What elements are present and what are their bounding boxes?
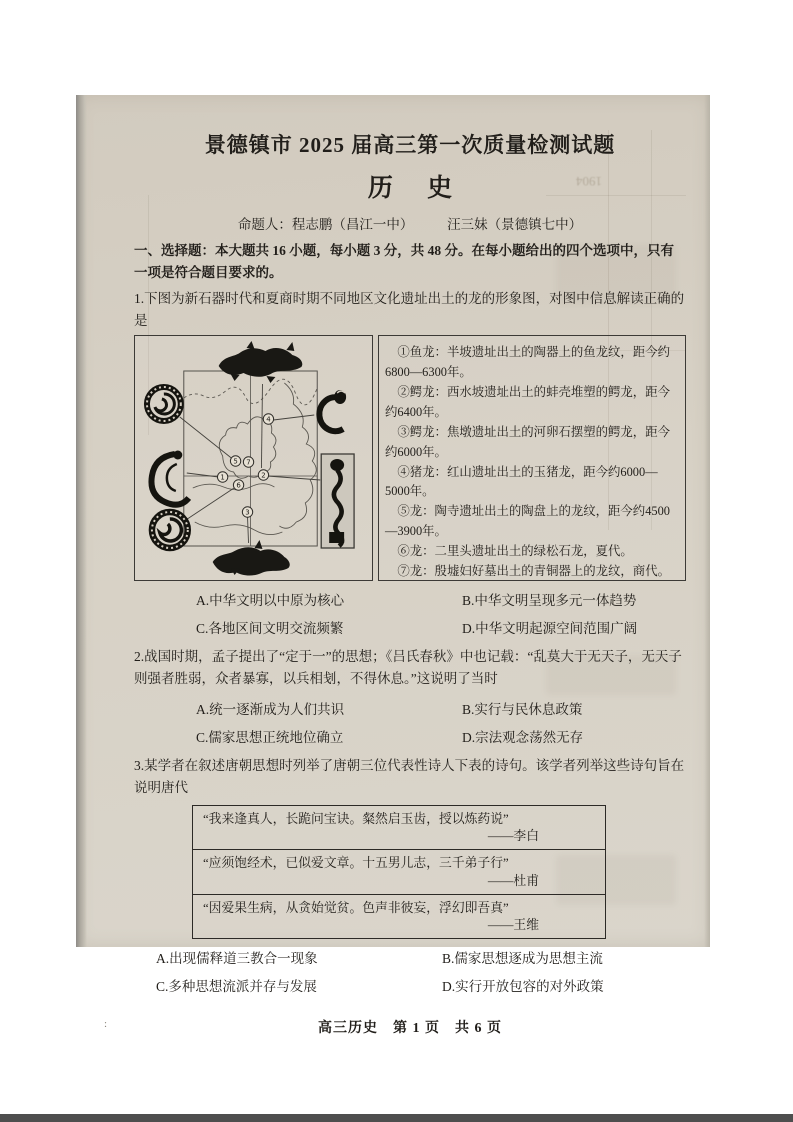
option-a: A.中华文明以中原为核心 <box>196 593 345 609</box>
table-row <box>193 806 605 850</box>
svg-text:4: 4 <box>266 416 271 425</box>
map-marker <box>263 414 273 424</box>
question-2-options-row <box>134 698 686 718</box>
coiled-dragon-top-left-icon <box>147 387 181 421</box>
table-row <box>193 850 605 894</box>
poem-quotes-table <box>192 805 606 939</box>
svg-text:7: 7 <box>246 459 251 468</box>
map-marker <box>243 457 253 467</box>
question-1-options-row <box>134 617 686 637</box>
option-d: D.宗法观念荡然无存 <box>462 730 584 746</box>
poem-author: ——李白 <box>487 829 539 844</box>
map-marker <box>217 472 227 482</box>
svg-text:2: 2 <box>261 472 266 481</box>
scanner-bottom-bar <box>0 1114 793 1122</box>
dragon-map-figure <box>134 335 373 581</box>
option-b: B.实行与民休息政策 <box>462 702 583 718</box>
exam-setters-line: 命题人：程志鹏（昌江一中） 汪三妹（景德镇七中） <box>237 217 583 232</box>
question-3-stem: 3.某学者在叙述唐朝思想时列举了唐朝三位代表性诗人下表的诗句。该学者列举这些诗句旨在说明唐代 <box>134 758 685 796</box>
map-markers <box>217 414 273 517</box>
poem-quote: “因爱果生病，从贪始觉贫。色声非彼妄，浮幻即吾真” <box>203 900 509 915</box>
svg-text:3: 3 <box>245 509 250 518</box>
map-marker <box>233 480 243 490</box>
question-3-options-row <box>134 975 686 995</box>
legend-item: ④猪龙：红山遗址出土的玉猪龙，距今约6000—5000年。 <box>385 464 658 499</box>
section-intro: 一、选择题：本大题共 16 小题，每小题 3 分，共 48 分。在每小题给出的四个选项中，只有一项是符合题目要求的。 <box>134 243 674 280</box>
jade-dragon-right-icon <box>319 390 346 431</box>
stray-ink-mark: : <box>104 1018 108 1030</box>
table-row <box>193 895 605 938</box>
page-content <box>76 95 710 1037</box>
coiled-dragon-bottom-left-icon <box>152 512 188 548</box>
page-title: 景德镇市 2025 届高三第一次质量检测试题 <box>204 133 616 157</box>
svg-text:5: 5 <box>233 458 238 467</box>
question-1-figure <box>134 335 686 581</box>
dragon-sites-map <box>135 336 372 580</box>
curled-dragon-left-icon <box>151 451 188 505</box>
legend-item: ②鳄龙：西水坡遗址出土的蚌壳堆塑的鳄龙，距今约6400年。 <box>385 385 670 419</box>
legend-item: ⑥龙：二里头遗址出土的绿松石龙，夏代。 <box>397 543 633 558</box>
bleedthrough-text: 1904 <box>576 174 602 189</box>
option-c: C.儒家思想正统地位确立 <box>196 730 344 746</box>
legend-item: ⑦龙：殷墟妇好墓出土的青铜器上的龙纹，商代。 <box>397 563 670 578</box>
legend-item: ⑤龙：陶寺遗址出土的陶盘上的龙纹，距今约4500—3900年。 <box>385 504 670 539</box>
svg-text:6: 6 <box>236 482 241 491</box>
turquoise-dragon-plaque-icon <box>321 454 354 548</box>
question-2-options-row <box>134 726 686 746</box>
svg-text:1: 1 <box>220 474 225 483</box>
option-a: A.统一逐渐成为人们共识 <box>196 702 345 718</box>
dragon-legend-panel <box>378 335 686 581</box>
poem-quote: “应须饱经术，已似爱文章。十五男儿志，三千弟子行” <box>203 856 509 871</box>
option-a: A.出现儒释道三教合一现象 <box>156 951 318 967</box>
poem-author: ——杜甫 <box>487 873 539 888</box>
legend-item: ③鳄龙：焦墩遗址出土的河卵石摆塑的鳄龙，距今约6000年。 <box>385 424 670 459</box>
option-c: C.各地区间文明交流频繁 <box>196 621 344 637</box>
poem-quote: “我来逢真人，长跪问宝诀。粲然启玉齿，授以炼药说” <box>203 811 509 826</box>
legend-item: ①鱼龙：半坡遗址出土的陶器上的鱼龙纹，距今约6800—6300年。 <box>385 345 670 380</box>
bottom-dragon-icon <box>213 540 290 576</box>
option-d: D.实行开放包容的对外政策 <box>442 979 604 995</box>
option-b: B.中华文明呈现多元一体趋势 <box>462 593 637 609</box>
top-dragon-icon <box>219 341 303 383</box>
page-footer: 高三历史 第 1 页 共 6 页 <box>318 1021 502 1037</box>
option-d: D.中华文明起源空间范围广阔 <box>462 621 638 637</box>
question-1-stem: 1.下图为新石器时代和夏商时期不同地区文化遗址出土的龙的形象图，对图中信息解读正确的是 <box>134 290 685 328</box>
map-marker <box>230 456 240 466</box>
option-c: C.多种思想流派并存与发展 <box>156 979 317 995</box>
question-1-options-row <box>134 589 686 609</box>
map-marker <box>242 507 252 517</box>
subject-title: 历 史 <box>367 175 467 202</box>
question-3-options-row <box>134 947 686 967</box>
map-marker <box>258 470 268 480</box>
exam-page <box>76 95 710 1037</box>
option-b: B.儒家思想逐成为思想主流 <box>442 951 603 967</box>
question-2-stem: 2.战国时期，孟子提出了“定于一”的思想；《吕氏春秋》中也记载：“乱莫大于无天子，无天子则强者胜弱，众者暴寡，以兵相刬，不得休息。”这说明了当时 <box>134 649 682 687</box>
poem-author: ——王维 <box>487 918 539 933</box>
